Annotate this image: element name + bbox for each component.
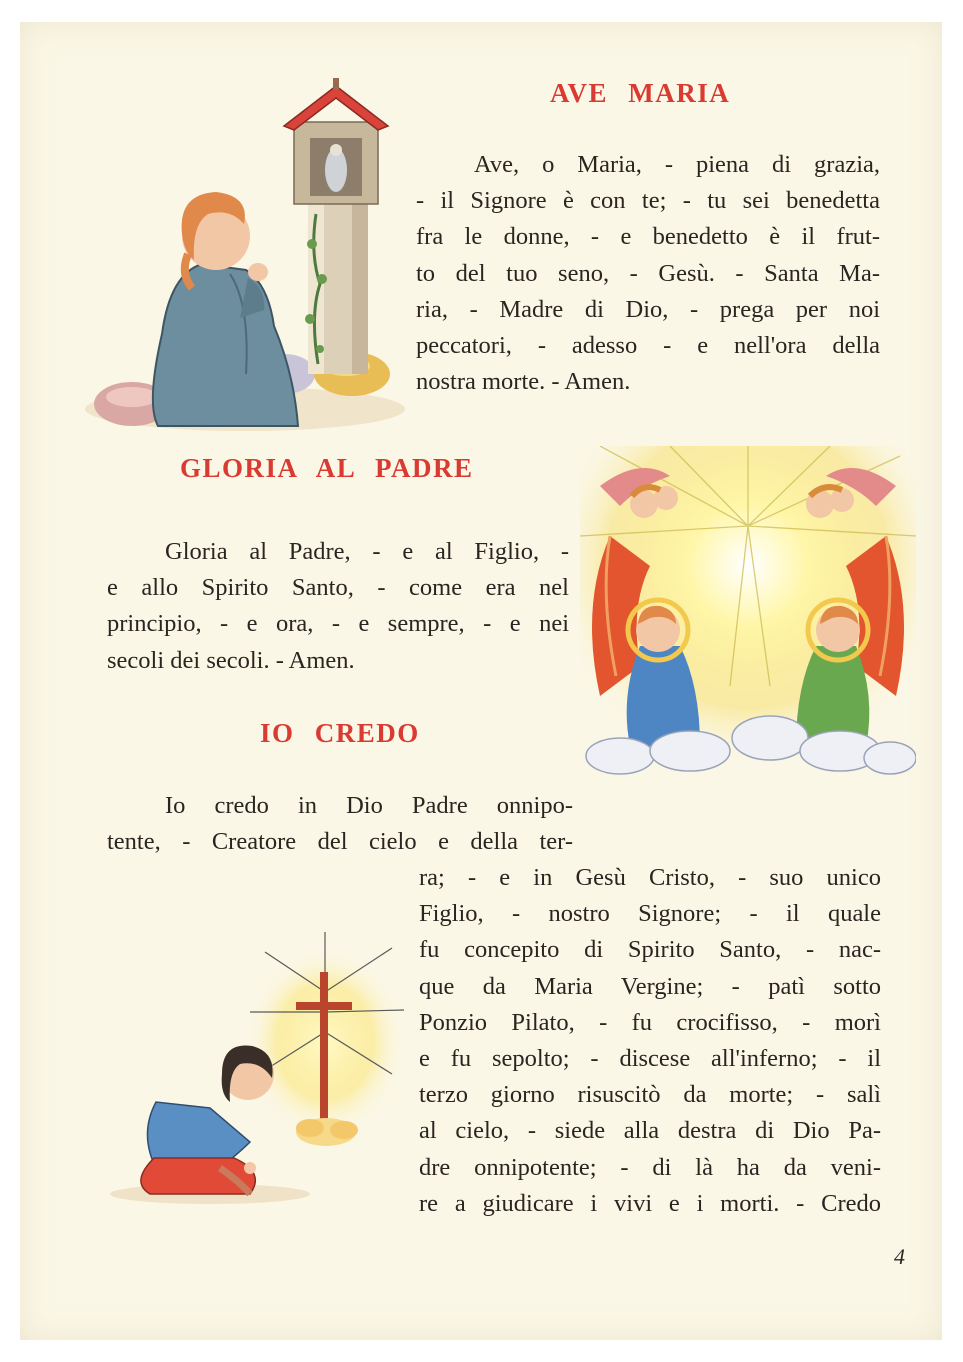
prayer-line: e fu sepolto; - discese all'inferno; - il: [419, 1045, 881, 1073]
prayer-line: fu concepito di Spirito Santo, - nac-: [419, 936, 881, 964]
prayer-line: Ponzio Pilato, - fu crocifisso, - morì: [419, 1008, 881, 1036]
prayer-line: Gloria al Padre, - e al Figlio, -: [165, 538, 569, 565]
prayer-line: al cielo, - siede alla destra di Dio Pa-: [419, 1117, 881, 1145]
prayer-text-ave-maria: [416, 147, 880, 400]
section-title-ave-maria: AVE MARIA: [550, 78, 731, 108]
prayer-line: peccatori, - adesso - e nell'ora della: [416, 332, 880, 360]
prayer-line: e allo Spirito Santo, - come era nel: [107, 574, 569, 602]
prayer-line: terzo giorno risuscitò da morte; - salì: [419, 1081, 881, 1109]
prayer-line: ra; - e in Gesù Cristo, - suo unico: [419, 864, 881, 891]
prayer-line: principio, - e ora, - e sempre, - e nei: [107, 610, 569, 638]
section-title-gloria-al-padre: GLORIA AL PADRE: [180, 453, 474, 483]
adoring-angels-illustration: [580, 446, 916, 786]
prayer-line: tente, - Creatore del cielo e della ter-: [107, 828, 573, 856]
prayer-line: re a giudicare i vivi e i morti. - Credo: [419, 1189, 881, 1217]
child-praying-at-shrine-illustration: [80, 74, 420, 444]
prayer-line: Figlio, - nostro Signore; - il quale: [419, 900, 881, 928]
prayer-line: que da Maria Vergine; - patì sotto: [419, 972, 881, 1000]
section-title-io-credo: IO CREDO: [260, 718, 420, 748]
prayer-line: - il Signore è con te; - tu sei benedetta: [416, 187, 880, 215]
prayer-line: Io credo in Dio Padre onnipo-: [165, 792, 573, 819]
prayer-text-io-credo-top: [107, 788, 573, 860]
prayer-line: nostra morte. - Amen.: [416, 368, 631, 396]
prayer-text-io-credo-body: [419, 860, 881, 1222]
prayer-line: fra le donne, - e benedetto è il frut-: [416, 223, 880, 251]
prayer-line: dre onnipotente; - di là ha da veni-: [419, 1153, 881, 1181]
prayer-line: Ave, o Maria, - piena di grazia,: [474, 151, 880, 178]
prayer-text-gloria-al-padre: [107, 534, 569, 679]
child-kneeling-before-cross-illustration: [100, 932, 410, 1212]
prayer-line: ria, - Madre di Dio, - prega per noi: [416, 295, 880, 323]
prayer-line: to del tuo seno, - Gesù. - Santa Ma-: [416, 259, 880, 287]
page-number: 4: [894, 1244, 905, 1269]
book-page: [20, 22, 942, 1340]
prayer-line: secoli dei secoli. - Amen.: [107, 646, 355, 674]
